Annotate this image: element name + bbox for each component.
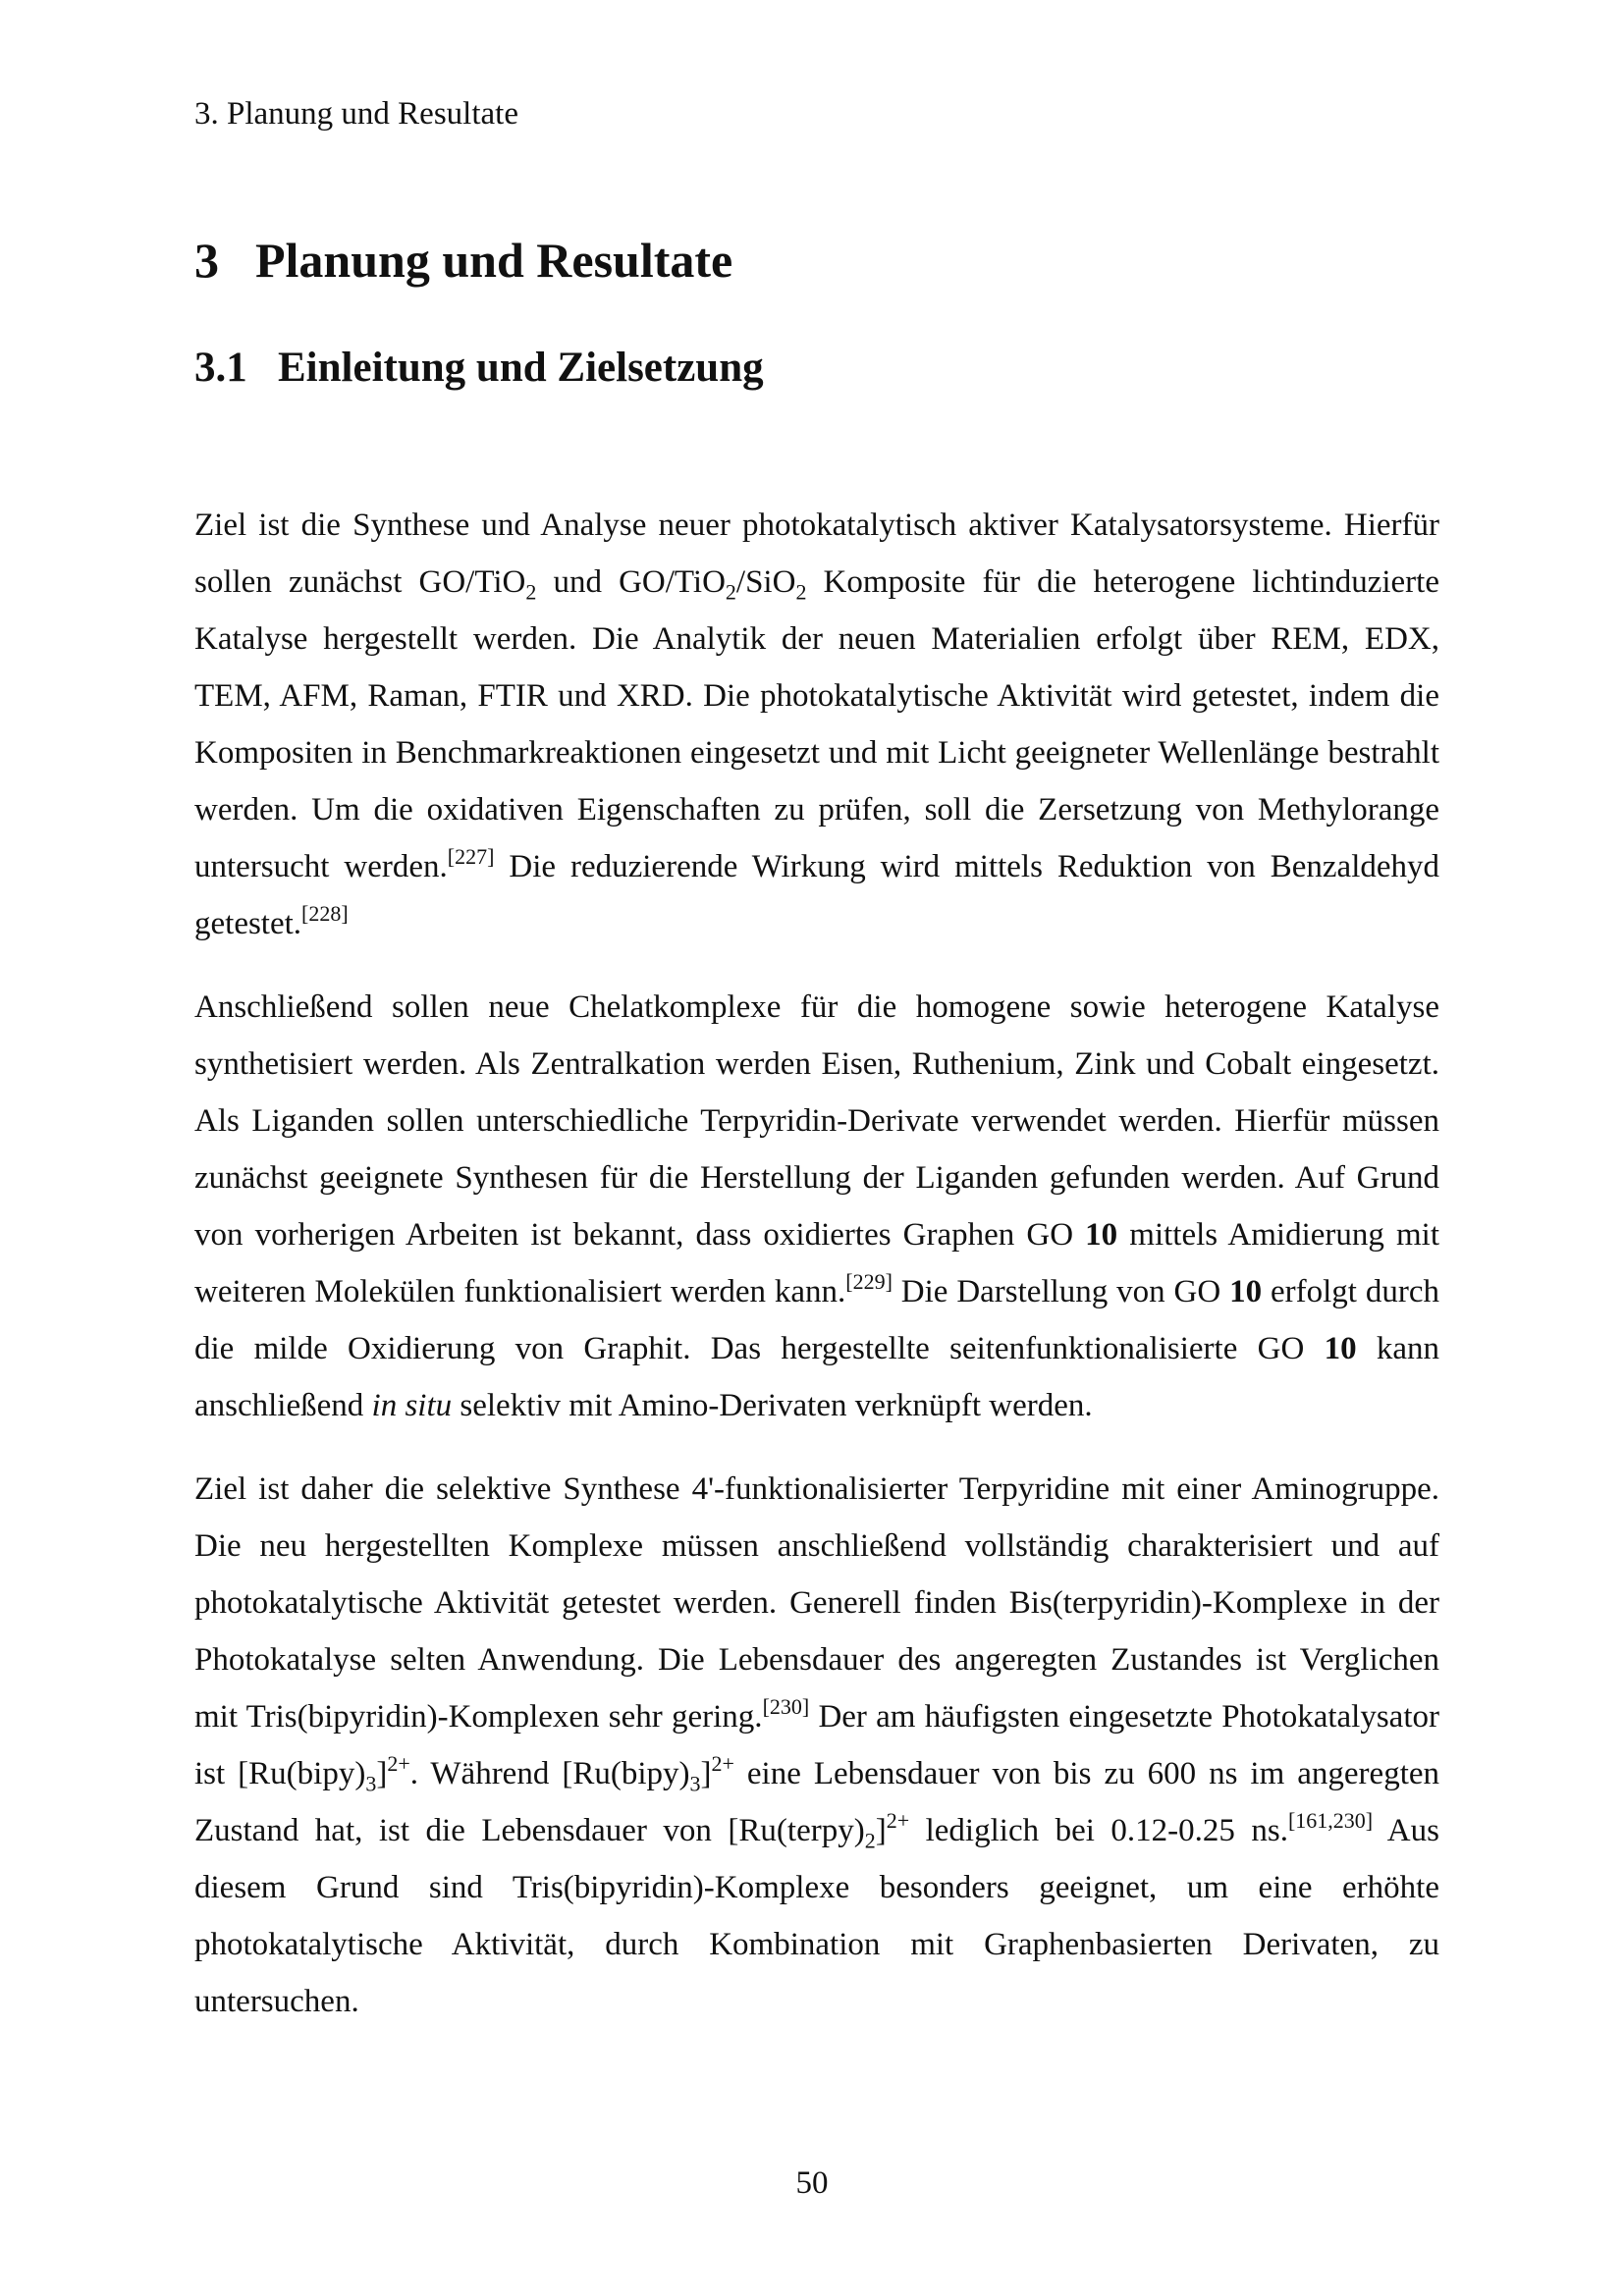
paragraph-2 — [194, 979, 1439, 1434]
text-run: Die Darstellung von GO — [892, 1274, 1230, 1309]
citation: [230] — [762, 1693, 810, 1719]
text-run: und GO/TiO — [536, 564, 726, 600]
citation: [229] — [845, 1268, 893, 1294]
compound-number: 10 — [1324, 1331, 1357, 1366]
citation: [161,230] — [1287, 1807, 1374, 1833]
text-run: Die reduzierende Wirkung wird mittels Reduktion von Benzaldehyd getestet. — [194, 849, 1440, 941]
compound-number: 10 — [1229, 1274, 1263, 1309]
running-header: 3. Planung und Resultate — [194, 96, 518, 132]
subscript: 2 — [525, 579, 537, 605]
text-run: mittels Amidierung mit weiteren Molekülen funktionalisiert werden kann. — [194, 1217, 1439, 1309]
citation: [227] — [447, 843, 495, 869]
text-run: eine Lebensdauer von bis zu 600 ns im angeregten Zustand hat, ist die Lebensdauer von [Ru(terpy) — [194, 1756, 1440, 1848]
text-run: lediglich bei 0.12-0.25 ns. — [909, 1813, 1288, 1848]
page-number: 50 — [795, 2165, 829, 2201]
text-run: kann anschließend — [194, 1331, 1439, 1423]
subscript: 2 — [725, 579, 736, 605]
text-run: . Während [Ru(bipy) — [409, 1756, 690, 1791]
subscript: 2 — [864, 1828, 876, 1853]
subscript: 2 — [795, 579, 807, 605]
text-run: ] — [700, 1756, 712, 1791]
text-run: Aus diesem Grund sind Tris(bipyridin)-Komplexe besonders geeignet, um eine erhöhte photokatalytische Aktivität, durch Kombination mit Graphenbasierten Derivaten, zu untersuchen. — [194, 1813, 1439, 2019]
text-run: Anschließend sollen neue Chelatkomplexe für die homogene sowie heterogene Katalyse synthetisiert werden. Als Zentralkation werden Eisen, Ruthenium, Zink und Cobalt eingesetzt. Als Liganden sollen unterschiedliche Terpyridin-Derivate verwendet werden. Hierfür müssen zunächst geeignete Synthesen für die Herstellung der Liganden gefunden werden. Auf Grund von vorherigen Arbeiten ist bekannt, dass oxidiertes Graphen GO — [194, 989, 1439, 1253]
section-title — [194, 344, 764, 392]
text-run: ] — [376, 1756, 388, 1791]
chapter-title-text: Planung und Resultate — [255, 233, 733, 288]
text-run: Ziel ist die Synthese und Analyse neuer photokatalytisch aktiver Katalysatorsysteme. Hierfür sollen zunächst GO/TiO — [194, 507, 1439, 600]
chapter-number: 3 — [194, 233, 219, 288]
italic-term: in situ — [371, 1388, 453, 1423]
section-title-text: Einleitung und Zielsetzung — [278, 345, 764, 391]
chapter-title — [194, 232, 732, 289]
compound-number: 10 — [1085, 1217, 1118, 1253]
text-run: /SiO — [735, 564, 796, 600]
paragraph-3 — [194, 1461, 1439, 2030]
text-run: ] — [875, 1813, 887, 1848]
text-run: Der am häufigsten eingesetzte Photokatalysator ist [Ru(bipy) — [194, 1699, 1439, 1791]
citation: [228] — [301, 900, 349, 926]
text-run: Komposite für die heterogene lichtinduzierte Katalyse hergestellt werden. Die Analytik der neuen Materialien erfolgt über REM, EDX, TEM, AFM, Raman, FTIR und XRD. Die photokatalytische Aktivität wird getestet, indem die Kompositen in Benchmarkreaktionen eingesetzt und mit Licht geeigneter Wellenlänge bestrahlt werden. Um die oxidativen Eigenschaften zu prüfen, soll die Zersetzung von Methylorange untersucht werden. — [194, 564, 1439, 884]
superscript-charge: 2+ — [886, 1807, 910, 1833]
superscript-charge: 2+ — [387, 1750, 410, 1776]
section-number: 3.1 — [194, 345, 247, 391]
text-run: Ziel ist daher die selektive Synthese 4'-funktionalisierter Terpyridine mit einer Aminogruppe. Die neu hergestellten Komplexe müssen anschließend vollständig charakterisiert und auf photokatalytische Aktivität getestet werden. Generell finden Bis(terpyridin)-Komplexe in der Photokatalyse selten Anwendung. Die Lebensdauer des angeregten Zustandes ist Verglichen mit Tris(bipyridin)-Komplexen sehr gering. — [194, 1471, 1439, 1735]
paragraph-1 — [194, 497, 1439, 952]
subscript: 3 — [365, 1771, 377, 1796]
subscript: 3 — [689, 1771, 701, 1796]
text-run: erfolgt durch die milde Oxidierung von Graphit. Das hergestellte seitenfunktionalisierte GO — [194, 1274, 1439, 1366]
text-run: selektiv mit Amino-Derivaten verknüpft werden. — [452, 1388, 1093, 1423]
superscript-charge: 2+ — [711, 1750, 734, 1776]
